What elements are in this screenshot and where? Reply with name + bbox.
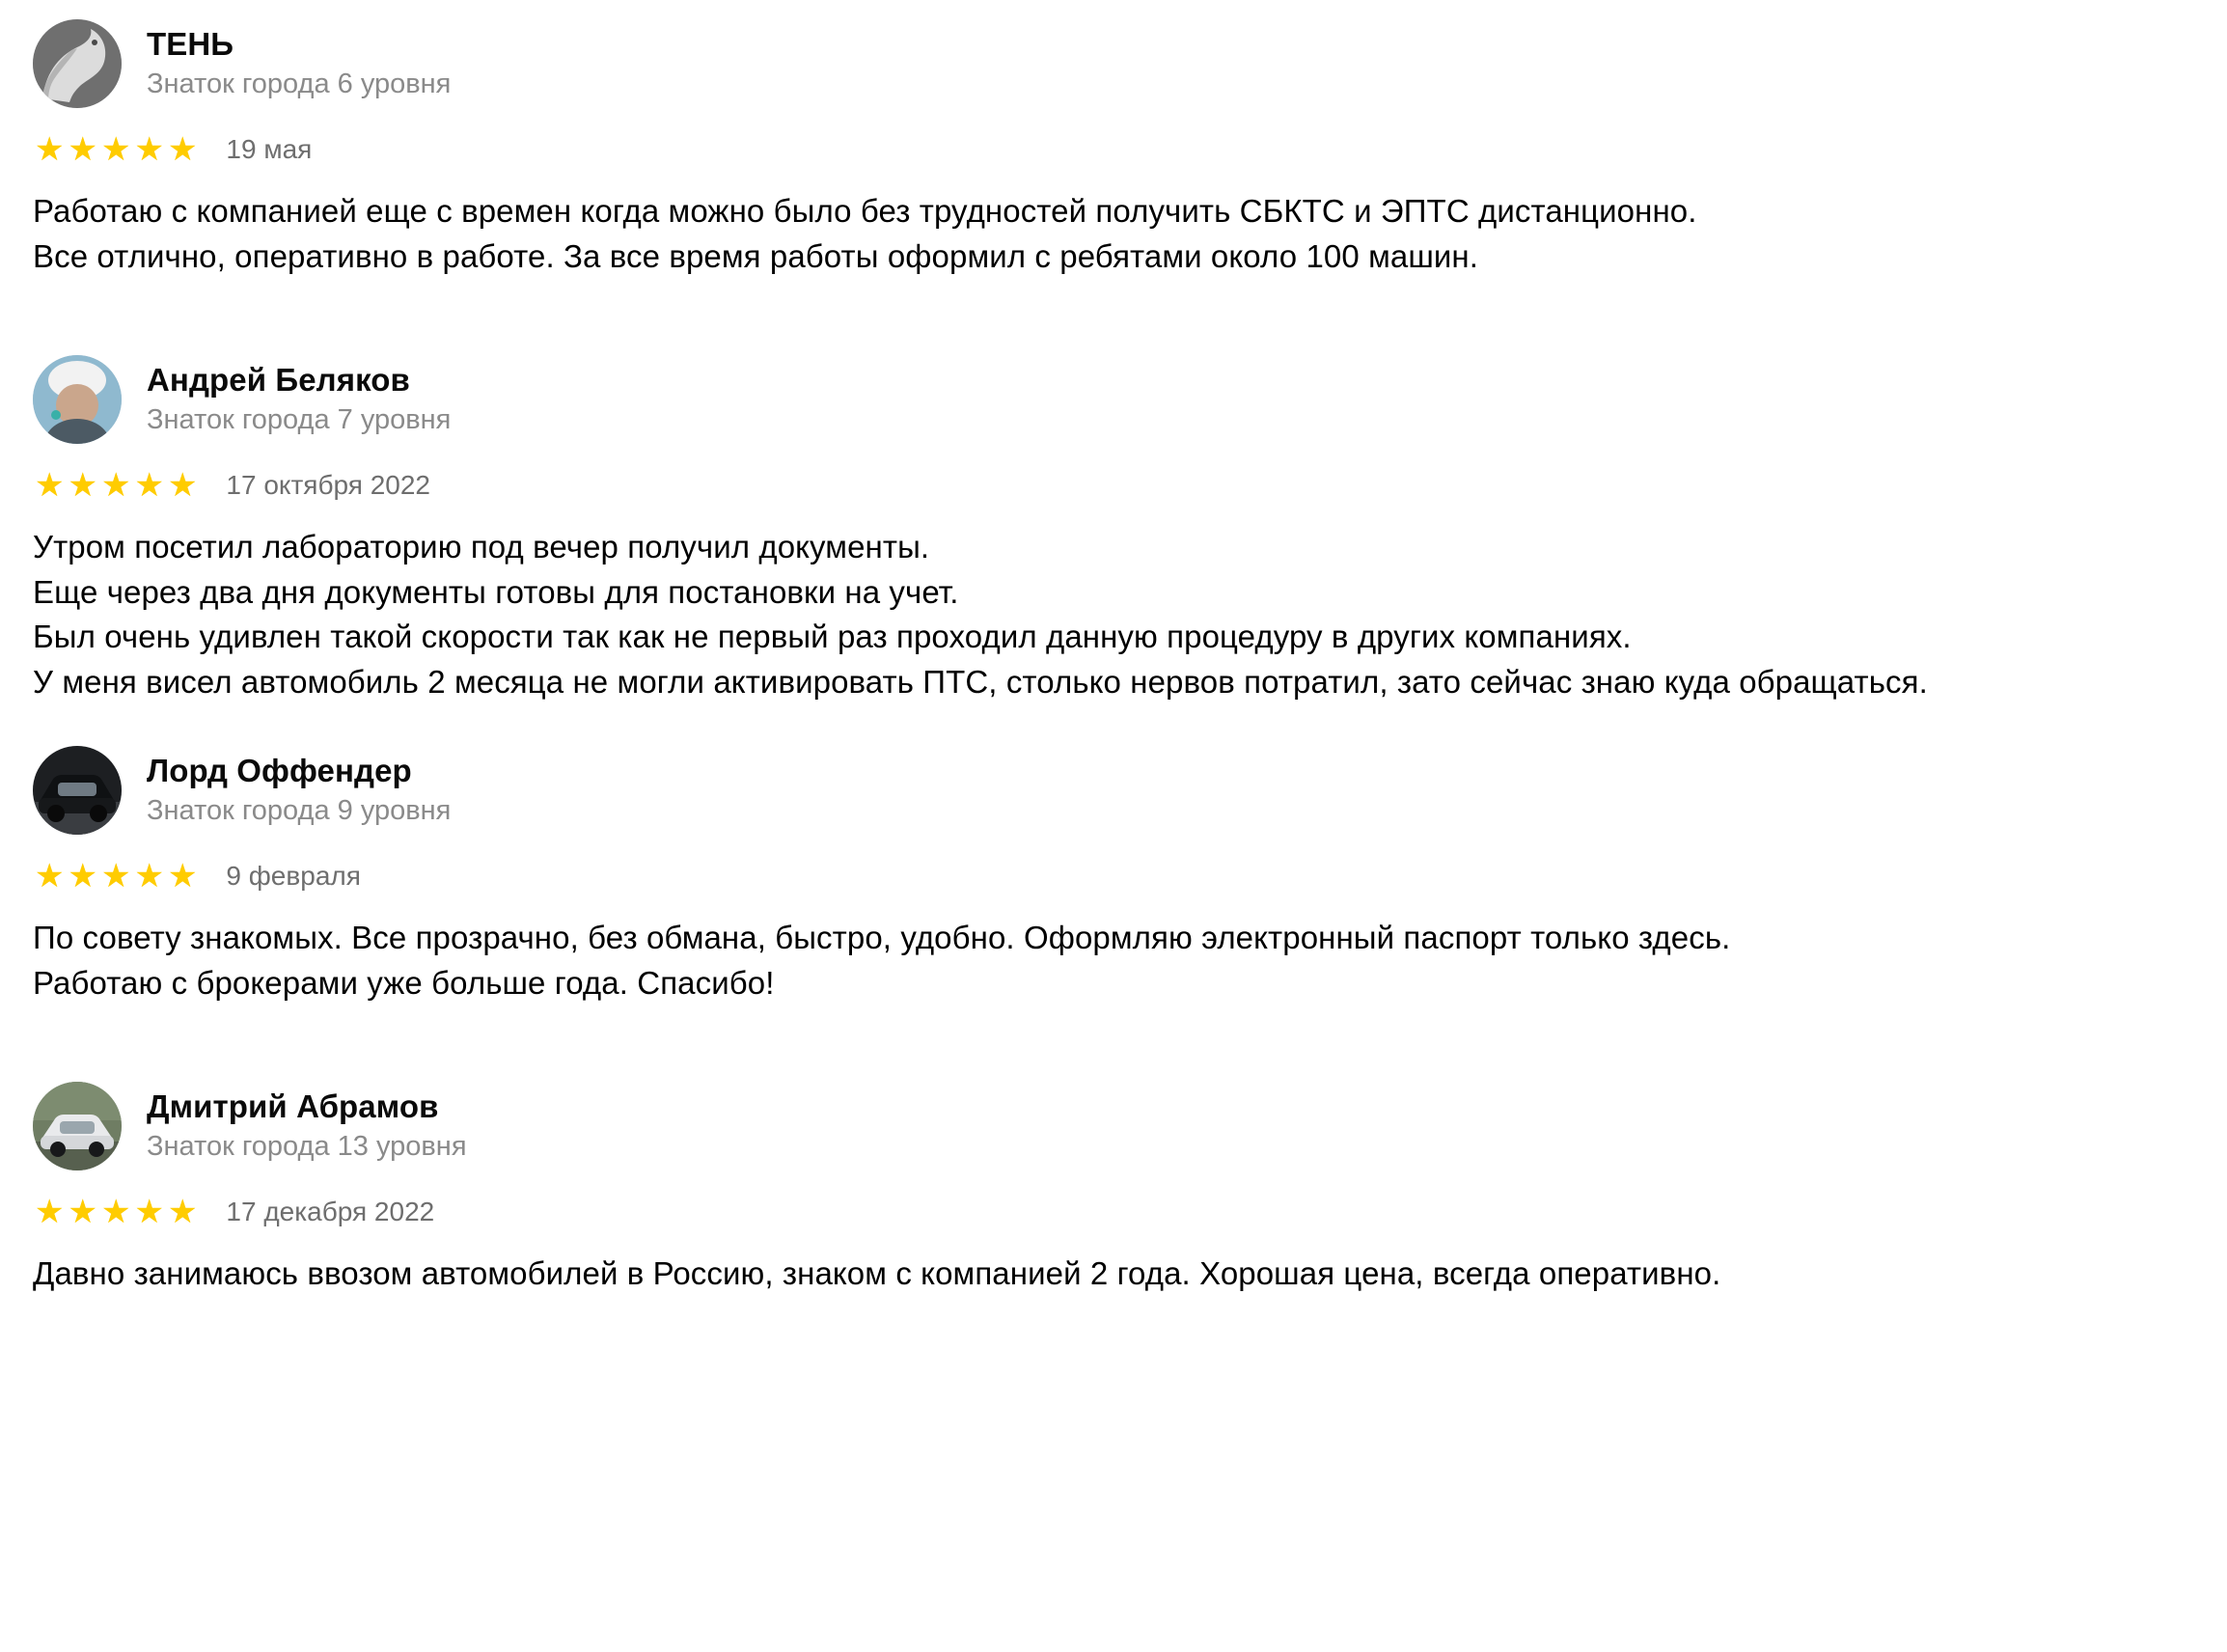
author-name[interactable]: Дмитрий Абрамов bbox=[147, 1088, 439, 1125]
review-meta bbox=[35, 860, 2194, 893]
review-line: По совету знакомых. Все прозрачно, без обмана, быстро, удобно. Оформляю электронный паспорт только здесь. bbox=[33, 920, 1731, 956]
review-line: Утром посетил лабораторию под вечер получил документы. bbox=[33, 528, 930, 564]
avatar[interactable] bbox=[33, 355, 122, 444]
author-level: Знаток города 7 уровня bbox=[147, 403, 452, 435]
rating-stars bbox=[35, 466, 198, 504]
rating-stars bbox=[35, 133, 197, 166]
review-line: Еще через два дня документы готовы для постановки на учет. bbox=[33, 573, 959, 610]
review-date: 17 декабря 2022 bbox=[226, 1196, 435, 1226]
review-meta bbox=[35, 1193, 2194, 1230]
author-block bbox=[147, 754, 451, 826]
author-name[interactable]: Андрей Беляков bbox=[147, 362, 410, 398]
avatar[interactable] bbox=[33, 1082, 122, 1170]
review-header bbox=[33, 1082, 2194, 1170]
author-block bbox=[147, 363, 451, 435]
star-icon: ★ bbox=[134, 131, 164, 168]
star-icon: ★ bbox=[68, 466, 97, 504]
review-date: 19 мая bbox=[226, 134, 313, 164]
star-icon: ★ bbox=[134, 466, 164, 504]
review-item bbox=[33, 19, 2194, 280]
star-icon: ★ bbox=[167, 131, 198, 168]
review-text bbox=[33, 189, 2194, 280]
review-date: 17 октября 2022 bbox=[226, 469, 430, 500]
review-text bbox=[33, 1252, 2194, 1297]
review-line: Был очень удивлен такой скорости так как не первый раз проходил данную процедуру в других компаниях. bbox=[33, 619, 1632, 655]
review-meta bbox=[35, 133, 2194, 166]
author-block bbox=[147, 27, 451, 99]
review-line: Все отлично, оперативно в работе. За все время работы оформил с ребятами около 100 машин. bbox=[33, 237, 1479, 274]
star-icon: ★ bbox=[134, 1193, 164, 1230]
star-icon: ★ bbox=[68, 1193, 97, 1230]
review-header bbox=[33, 19, 2194, 108]
divider-space bbox=[33, 705, 2194, 746]
author-level: Знаток города 6 уровня bbox=[147, 69, 452, 100]
star-icon: ★ bbox=[100, 858, 131, 895]
star-icon: ★ bbox=[134, 858, 164, 895]
divider-space bbox=[33, 1006, 2194, 1082]
star-icon: ★ bbox=[68, 131, 97, 168]
star-icon: ★ bbox=[35, 131, 65, 168]
review-item bbox=[33, 746, 2194, 1006]
rating-stars bbox=[35, 860, 197, 893]
star-icon: ★ bbox=[100, 131, 131, 168]
star-icon: ★ bbox=[35, 858, 65, 895]
review-date: 9 февраля bbox=[226, 861, 361, 892]
star-icon: ★ bbox=[35, 466, 65, 504]
review-header bbox=[33, 746, 2194, 835]
avatar[interactable] bbox=[33, 19, 122, 108]
author-level: Знаток города 9 уровня bbox=[147, 795, 452, 827]
divider-space bbox=[33, 280, 2194, 355]
review-text bbox=[33, 916, 2194, 1006]
review-item bbox=[33, 1082, 2194, 1297]
author-level: Знаток города 13 уровня bbox=[147, 1131, 467, 1163]
author-name[interactable]: ТЕНЬ bbox=[147, 26, 234, 63]
star-icon: ★ bbox=[68, 858, 97, 895]
review-line: Работаю с брокерами уже больше года. Спасибо! bbox=[33, 965, 775, 1002]
author-name[interactable]: Лорд Оффендер bbox=[147, 753, 412, 789]
star-icon: ★ bbox=[167, 466, 198, 504]
review-item bbox=[33, 355, 2194, 705]
review-header bbox=[33, 355, 2194, 444]
review-line: Давно занимаюсь ввозом автомобилей в Россию, знаком с компанией 2 года. Хорошая цена, всегда оперативно. bbox=[33, 1254, 1721, 1291]
star-icon: ★ bbox=[100, 1193, 131, 1230]
rating-stars bbox=[35, 1193, 198, 1230]
review-meta bbox=[35, 466, 2194, 504]
star-icon: ★ bbox=[100, 466, 131, 504]
review-line: У меня висел автомобиль 2 месяца не могли активировать ПТС, столько нервов потратил, зато сейчас знаю куда обращаться. bbox=[33, 664, 1928, 701]
avatar[interactable] bbox=[33, 746, 122, 835]
star-icon: ★ bbox=[35, 1193, 65, 1230]
review-line: Работаю с компанией еще с времен когда можно было без трудностей получить СБКТС и ЭПТС дистанционно. bbox=[33, 193, 1697, 229]
review-text bbox=[33, 525, 2194, 705]
author-block bbox=[147, 1089, 467, 1162]
star-icon: ★ bbox=[167, 1193, 198, 1230]
star-icon: ★ bbox=[167, 858, 198, 895]
